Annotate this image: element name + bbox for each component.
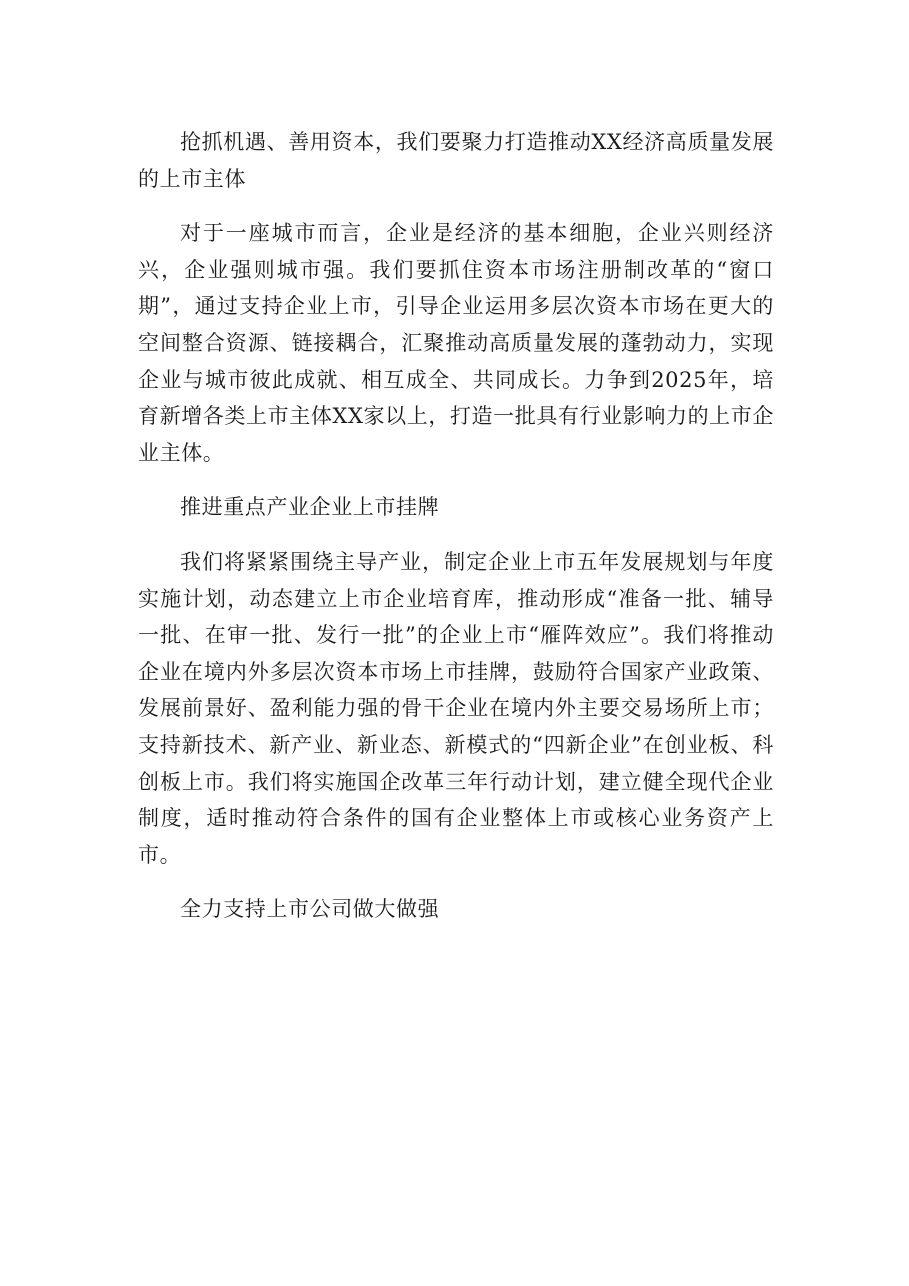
body-paragraph: 我们将紧紧围绕主导产业，制定企业上市五年发展规划与年度实施计划，动态建立上市企业培育库，推动形成“准备一批、辅导一批、在审一批、发行一批”的企业上市“雁阵效应”。我们将推动企业在境内外多层次资本市场上市挂牌，鼓励符合国家产业政策、发展前景好、盈利能力强的骨干企业在境内外主要交易场所上市；支持新技术、新产业、新业态、新模式的“四新企业”在创业板、科创板上市。我们将实施国企改革三年行动计划，建立健全现代企业制度，适时推动符合条件的国有企业整体上市或核心业务资产上市。	[138, 549, 774, 867]
document-page	[138, 124, 774, 928]
section-heading: 全力支持上市公司做大做强	[180, 897, 440, 922]
body-paragraph: 对于一座城市而言，企业是经济的基本细胞，企业兴则经济兴，企业强则城市强。我们要抓住资本市场注册制改革的“窗口期”，通过支持企业上市，引导企业运用多层次资本市场在更大的空间整合资源、链接耦合，汇聚推动高质量发展的蓬勃动力，实现企业与城市彼此成就、相互成全、共同成长。力争到2025年，培育新增各类上市主体XX家以上，打造一批具有行业影响力的上市企业主体。	[138, 221, 774, 465]
heading-paragraph: 抢抓机遇、善用资本，我们要聚力打造推动XX经济高质量发展的上市主体	[138, 130, 774, 191]
section-heading: 推进重点产业企业上市挂牌	[180, 495, 440, 520]
